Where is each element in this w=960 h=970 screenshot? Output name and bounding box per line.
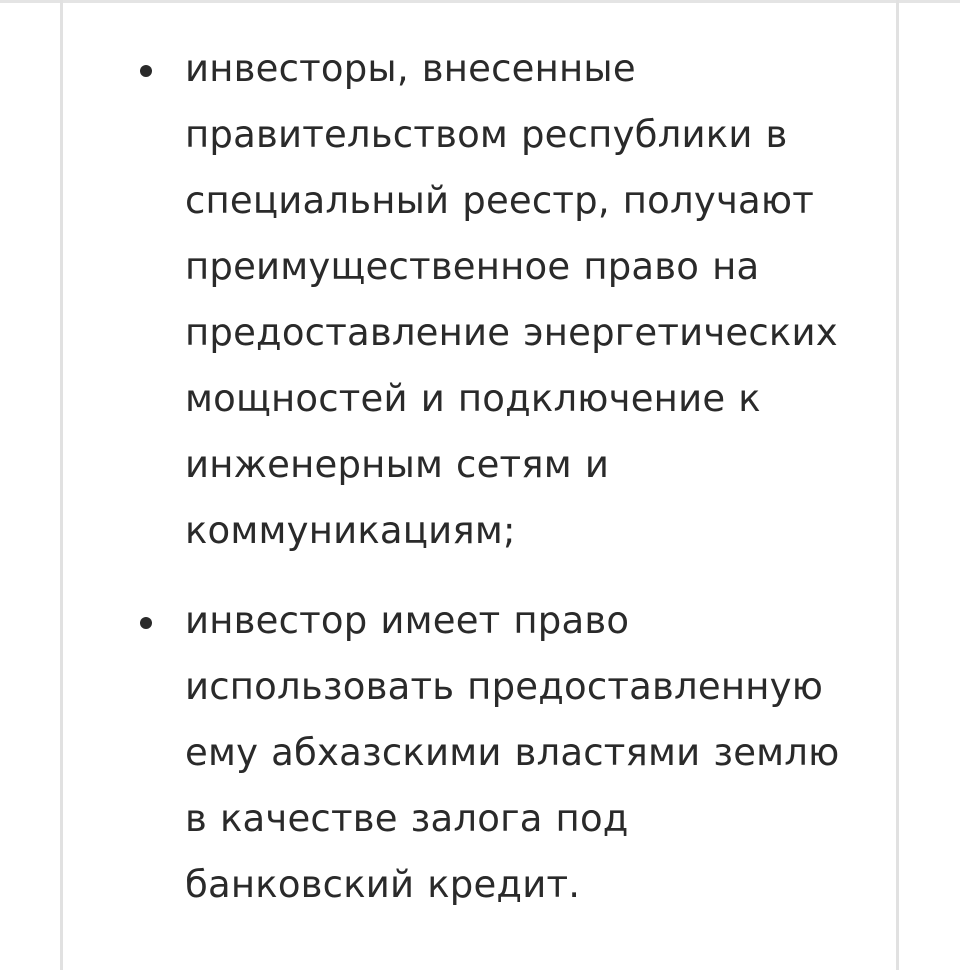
bullet-icon [140, 65, 152, 77]
list-item-text: инвестор имеет право использовать предоставленную ему абхазскими властями землю в качестве залога под банковский кредит. [185, 599, 840, 906]
list-item-text: инвесторы, внесенные правительством республики в специальный реестр, получают преимущественное право на предоставление энергетических мощностей и подключение к инженерным сетям и коммуникациям; [185, 47, 838, 552]
right-border [896, 0, 899, 970]
list-item [137, 588, 857, 918]
article-content [63, 3, 896, 970]
list-item [137, 36, 857, 564]
bullet-list [137, 36, 857, 942]
bullet-icon [140, 617, 152, 629]
